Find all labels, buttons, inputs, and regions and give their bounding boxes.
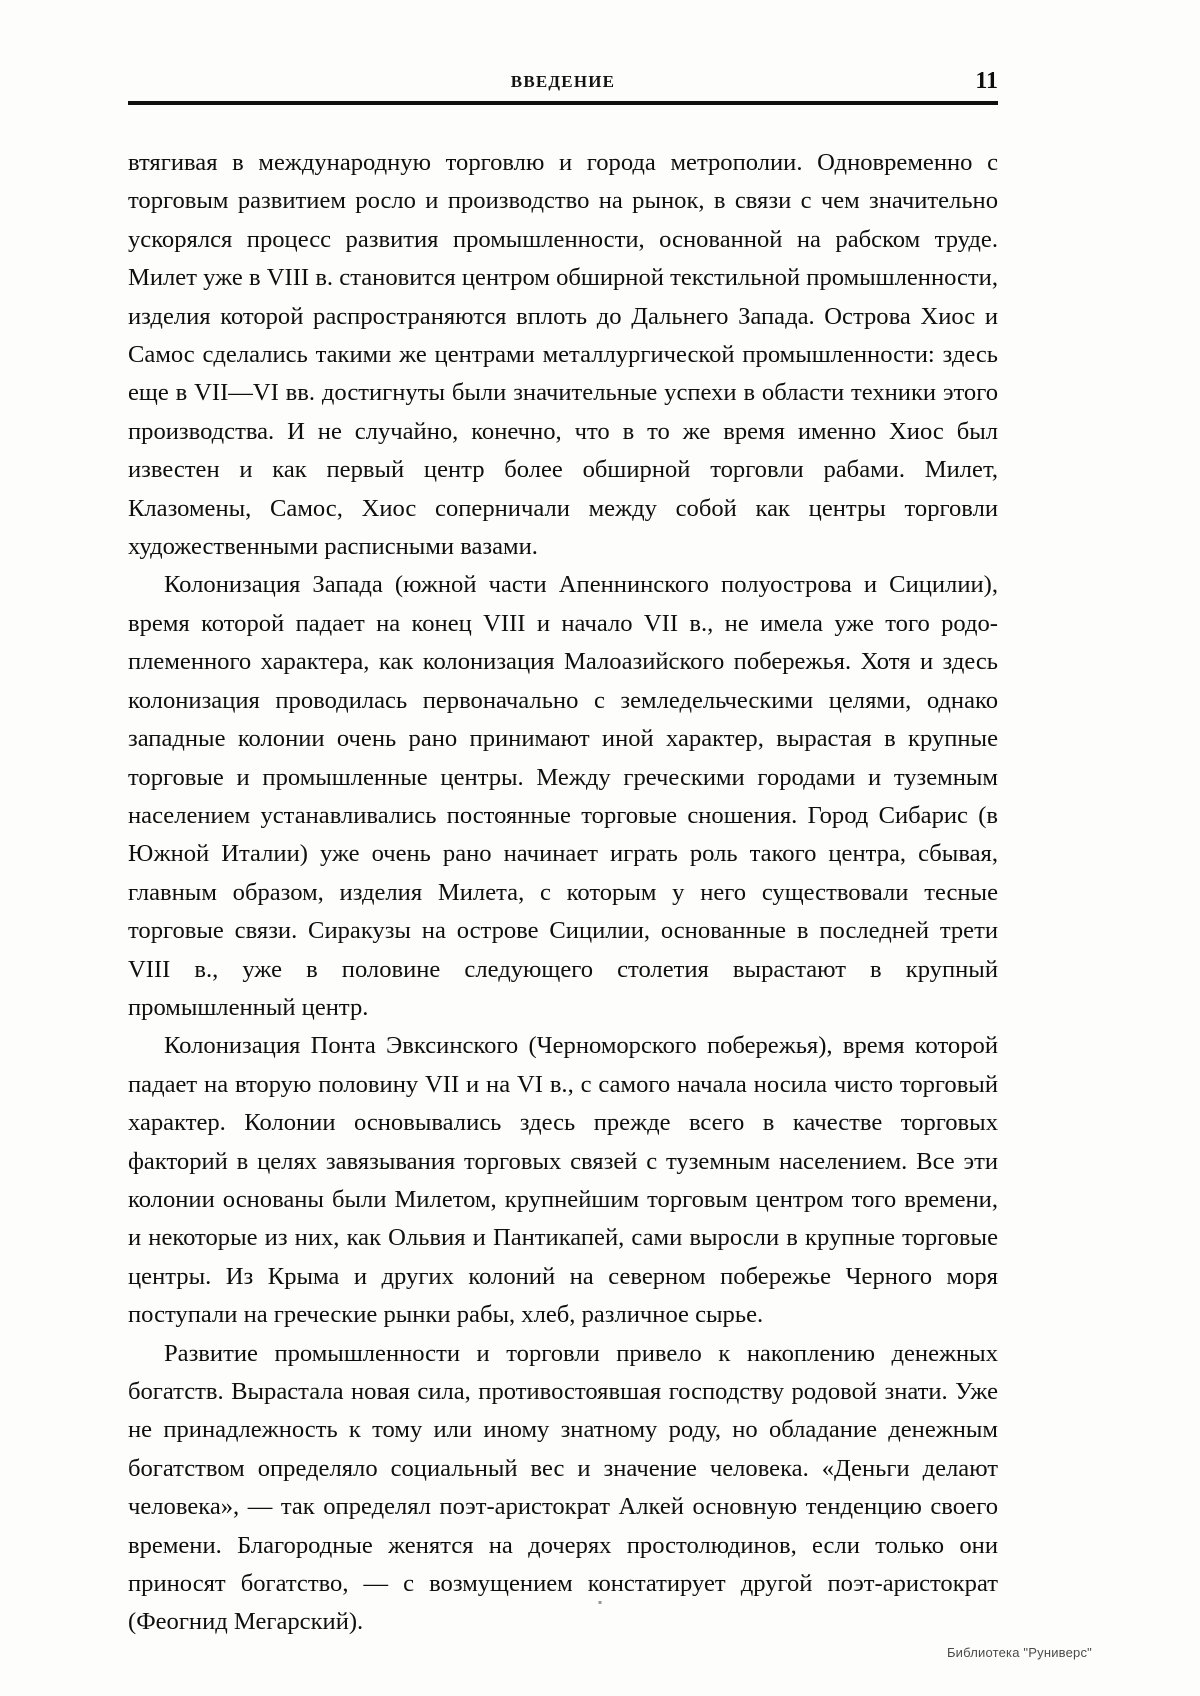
paragraph-2: Колонизация Запада (южной части Апеннинского полуострова и Сицилии), время которой падает на конец VIII и начало VII в., не имела уже того родо-племенного характера, как колонизация Малоазийского побережья. Хотя и здесь колонизация проводилась первоначально с земледельческими целями, однако западные колонии очень рано принимают иной характер, вырастая в крупные торговые и промышленные центры. Между греческими городами и туземным населением устанавливались постоянные торговые сношения. Город Сибарис (в Южной Италии) уже очень рано начинает играть роль такого центра, сбывая, главным образом, изделия Милета, с которым у него существовали тесные торговые связи. Сиракузы на острове Сицилии, основанные в последней трети VIII в., уже в половине следующего столетия вырастают в крупный промышленный центр. (128, 571, 998, 1021)
page-number: 11 (975, 68, 998, 94)
running-title: ВВЕДЕНИЕ (510, 72, 616, 91)
page-content (128, 68, 998, 1642)
header-rule (128, 101, 998, 105)
page-header (128, 68, 998, 106)
paragraph-4: Развитие промышленности и торговли привело к накоплению денежных богатств. Вырастала новая сила, противостоявшая господству родовой знати. Уже не принадлежность к тому или иному знатному роду, но обладание денежным богатством определяло социальный вес и значение человека. «Деньги делают человека», — так определял поэт-аристократ Алкей основную тенденцию своего времени. Благородные женятся на дочерях простолюдинов, если только они приносят богатство, — с возмущением констатирует другой поэт-аристократ (Феогнид Мегарский). (128, 1339, 998, 1636)
paragraph-3: Колонизация Понта Эвксинского (Черноморского побережья), время которой падает на вторую половину VII и на VI в., с самого начала носила чисто торговый характер. Колонии основывались здесь прежде всего в качестве торговых факторий в целях завязывания торговых связей с туземным населением. Все эти колонии основаны были Милетом, крупнейшим торговым центром того времени, и некоторые из них, как Ольвия и Пантикапей, сами выросли в крупные торговые центры. Из Крыма и других колоний на северном побережье Черного моря поступали на греческие рынки рабы, хлеб, различное сырье. (128, 1032, 998, 1329)
page-center-mark (599, 1601, 602, 1604)
paragraph-1: втягивая в международную торговлю и города метрополии. Одновременно с торговым развитием росло и производство на рынок, в связи с чем значительно ускорялся процесс развития промышленности, основанной на рабском труде. Милет уже в VIII в. становится центром обширной текстильной промышленности, изделия которой распространяются вплоть до Дальнего Запада. Острова Хиос и Самос сделались такими же центрами металлургической промышленности: здесь еще в VII—VI вв. достигнуты были значительные успехи в области техники этого производства. И не случайно, конечно, что в то же время именно Хиос был известен и как первый центр более обширной торговли рабами. Милет, Клазомены, Самос, Хиос соперничали между собой как центры торговли художественными расписными вазами. (128, 149, 998, 561)
body-text (128, 144, 998, 1642)
library-watermark: Библиотека "Руниверс" (946, 1645, 1092, 1660)
